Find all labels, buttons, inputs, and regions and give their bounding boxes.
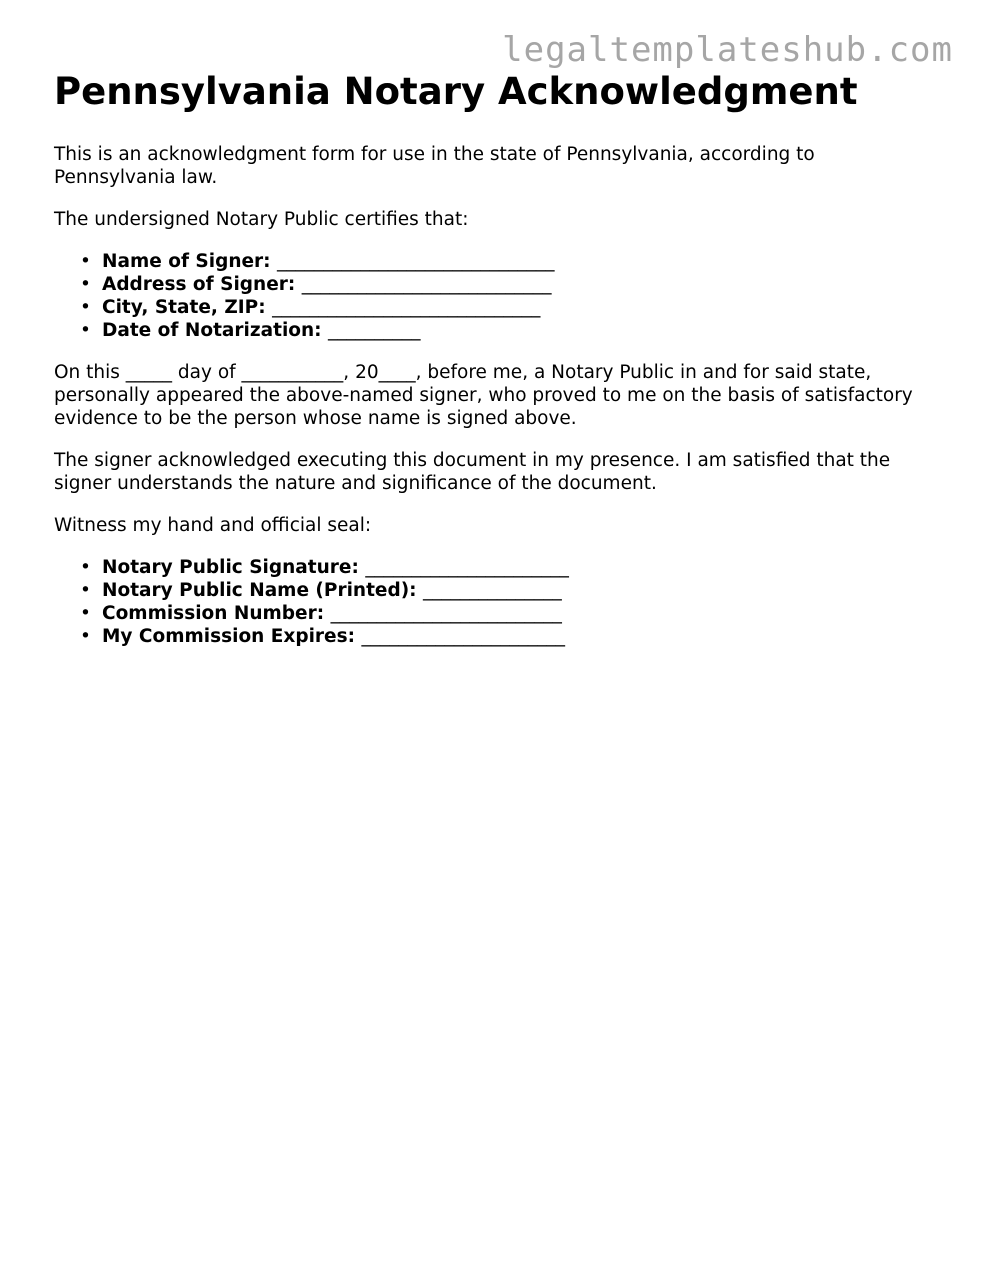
signer-city-state-zip-field xyxy=(102,296,934,319)
field-blank: _____________________________ xyxy=(272,297,541,318)
notary-fields-list xyxy=(54,556,934,648)
signer-fields-list xyxy=(54,250,934,342)
field-blank: __________ xyxy=(328,320,421,341)
page-title: Pennsylvania Notary Acknowledgment xyxy=(54,70,858,113)
witness-paragraph: Witness my hand and official seal: xyxy=(54,515,372,536)
appearance-paragraph: On this _____ day of ___________, 20____, before me, a Notary Public in and for said state, personally appeared the above-named signer, who proved to me on the basis of satisfactory evidence to be the person whose name is signed above. xyxy=(54,362,913,429)
intro-paragraph: This is an acknowledgment form for use in the state of Pennsylvania, according to Pennsylvania law. xyxy=(54,144,815,188)
field-label: City, State, ZIP: xyxy=(102,297,266,318)
field-blank: _________________________ xyxy=(330,603,562,624)
field-label: Notary Public Name (Printed): xyxy=(102,580,417,601)
commission-number-field xyxy=(102,602,934,625)
signer-address-field xyxy=(102,273,934,296)
field-label: My Commission Expires: xyxy=(102,626,356,647)
field-blank: ______________________ xyxy=(365,557,569,578)
field-blank: _______________ xyxy=(423,580,562,601)
notary-signature-field xyxy=(102,556,934,579)
commission-expires-field xyxy=(102,625,934,648)
watermark: legaltemplateshub.com xyxy=(502,30,953,70)
field-blank: ______________________ xyxy=(361,626,565,647)
field-label: Date of Notarization: xyxy=(102,320,322,341)
field-label: Address of Signer: xyxy=(102,274,296,295)
field-label: Notary Public Signature: xyxy=(102,557,359,578)
signer-name-field xyxy=(102,250,934,273)
certifies-paragraph: The undersigned Notary Public certifies that: xyxy=(54,209,469,230)
field-blank: ___________________________ xyxy=(301,274,552,295)
notary-name-printed-field xyxy=(102,579,934,602)
date-of-notarization-field xyxy=(102,319,934,342)
acknowledged-paragraph: The signer acknowledged executing this document in my presence. I am satisfied that the signer understands the nature and significance of the document. xyxy=(54,450,891,494)
field-label: Commission Number: xyxy=(102,603,325,624)
field-blank: ______________________________ xyxy=(277,251,555,272)
field-label: Name of Signer: xyxy=(102,251,271,272)
document-page xyxy=(54,68,934,667)
